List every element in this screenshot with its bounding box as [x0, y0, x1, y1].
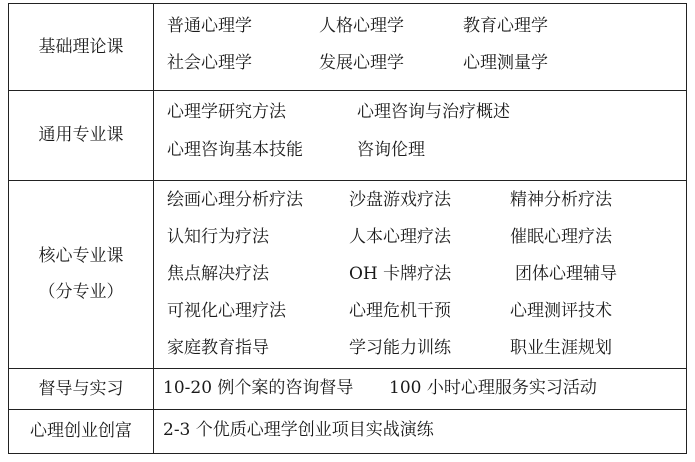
- course-item: 10-20 例个案的咨询督导: [163, 378, 354, 398]
- category-sublabel: （分专业）: [38, 282, 124, 302]
- category-cell: [9, 4, 154, 90]
- course-item: OH 卡牌疗法: [349, 264, 452, 284]
- course-item: 绘画心理分析疗法: [167, 190, 303, 210]
- course-item: 心理危机干预: [349, 301, 451, 321]
- course-cell: [153, 90, 686, 180]
- course-line: [153, 8, 686, 44]
- course-line: [153, 45, 686, 81]
- course-line: [153, 219, 686, 255]
- category-label: 督导与实习: [38, 378, 124, 399]
- course-item: 2-3 个优质心理学创业项目实战演练: [163, 420, 434, 440]
- category-cell: [9, 368, 154, 409]
- course-cell: [153, 409, 686, 453]
- course-cell: [153, 368, 686, 409]
- course-item: 100 小时心理服务实习活动: [389, 378, 597, 398]
- category-cell: [9, 409, 154, 453]
- course-item: 心理学研究方法: [167, 102, 286, 122]
- table-row: [9, 4, 686, 91]
- course-item: 人格心理学: [319, 16, 404, 36]
- course-line: [153, 412, 686, 448]
- course-line: [153, 182, 686, 218]
- table-row: [9, 409, 686, 453]
- course-cell: [153, 4, 686, 90]
- course-line: [153, 370, 686, 406]
- category-label: 通用专业课: [38, 125, 124, 145]
- course-line: [153, 256, 686, 292]
- course-item: 普通心理学: [167, 16, 252, 36]
- category-label: 心理创业创富: [30, 421, 132, 441]
- course-item: 团体心理辅导: [515, 264, 617, 284]
- course-item: 职业生涯规划: [510, 338, 612, 358]
- table-row: [9, 180, 686, 369]
- course-item: 沙盘游戏疗法: [349, 190, 451, 210]
- category-cell: [9, 90, 154, 180]
- course-item: 催眠心理疗法: [510, 227, 612, 247]
- course-item: 心理测量学: [463, 53, 548, 73]
- course-cell: [153, 180, 686, 368]
- course-item: 心理咨询基本技能: [167, 140, 303, 160]
- course-item: 精神分析疗法: [510, 190, 612, 210]
- course-item: 可视化心理疗法: [167, 301, 286, 321]
- category-cell: [9, 180, 154, 368]
- course-item: 焦点解决疗法: [167, 264, 269, 284]
- course-line: [153, 132, 686, 168]
- curriculum-table: [8, 3, 687, 454]
- course-item: 人本心理疗法: [349, 227, 451, 247]
- course-item: 教育心理学: [463, 16, 548, 36]
- course-item: 咨询伦理: [357, 140, 425, 160]
- category-label: 核心专业课: [38, 246, 124, 266]
- course-item: 社会心理学: [167, 53, 252, 73]
- course-item: 发展心理学: [319, 53, 404, 73]
- course-item: 心理测评技术: [510, 301, 612, 321]
- course-item: 认知行为疗法: [167, 227, 269, 247]
- table-row: [9, 90, 686, 181]
- course-item: 学习能力训练: [349, 338, 451, 358]
- course-line: [153, 330, 686, 366]
- course-line: [153, 94, 686, 130]
- course-item: 心理咨询与治疗概述: [357, 102, 510, 122]
- table-row: [9, 368, 686, 410]
- course-item: 家庭教育指导: [167, 338, 269, 358]
- course-line: [153, 293, 686, 329]
- category-label: 基础理论课: [38, 37, 124, 57]
